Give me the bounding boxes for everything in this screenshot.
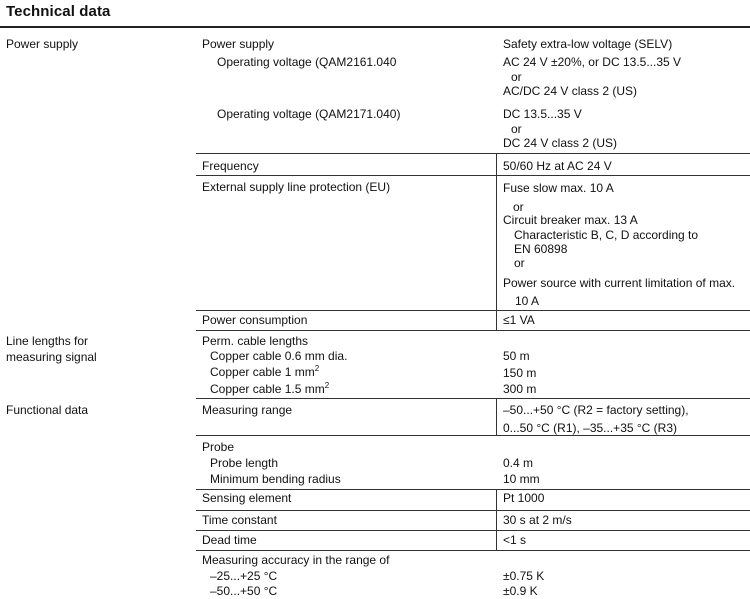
title-rule: [0, 26, 750, 28]
value-frequency: 50/60 Hz at AC 24 V: [503, 159, 612, 173]
value-protection-or2: or: [514, 256, 525, 270]
row-divider: [196, 435, 750, 436]
label-accuracy-range-2: –50...+50 °C: [210, 584, 278, 598]
value-op-voltage-2161-1: AC 24 V ±20%, or DC 13.5...35 V: [503, 55, 682, 69]
label-frequency: Frequency: [202, 159, 259, 173]
column-divider: [496, 490, 497, 550]
label-copper-1: Copper cable 1 $mm^2$: [210, 364, 320, 379]
row-divider: [196, 398, 750, 399]
row-divider: [196, 489, 750, 490]
row-divider: [196, 175, 750, 176]
value-op-voltage-2171-or: or: [511, 122, 522, 136]
label-copper-06: Copper cable 0.6 mm dia.: [210, 349, 348, 363]
value-protection-1: Fuse slow max. 10 A: [503, 181, 614, 195]
value-probe-length: 0.4 m: [503, 456, 534, 470]
row-divider: [196, 510, 750, 511]
group-line-lengths-line2: measuring signal: [6, 350, 97, 364]
value-bending-radius: 10 mm: [503, 472, 540, 486]
label-op-voltage-2171: Operating voltage (QAM2171.040): [217, 107, 401, 121]
value-accuracy-range-1: ±0.75 K: [503, 569, 545, 583]
value-measuring-range-1: –50...+50 °C (R2 = factory setting),: [503, 403, 689, 417]
value-protection-5: Power source with current limitation of max.: [503, 276, 736, 290]
label-measuring-accuracy: Measuring accuracy in the range of: [202, 553, 390, 567]
value-op-voltage-2171-2: DC 24 V class 2 (US): [503, 136, 618, 150]
label-op-voltage-2161: Operating voltage (QAM2161.040: [217, 55, 397, 69]
column-divider: [496, 311, 497, 330]
value-op-voltage-2161-or: or: [511, 70, 522, 84]
row-divider: [196, 550, 750, 551]
value-dead-time: <1 s: [503, 533, 527, 547]
column-divider: [496, 176, 497, 310]
label-dead-time: Dead time: [202, 533, 257, 547]
label-sensing-element: Sensing element: [202, 491, 292, 505]
label-bending-radius: Minimum bending radius: [210, 472, 341, 486]
group-functional-data: Functional data: [6, 403, 89, 417]
value-protection-4: EN 60898: [514, 242, 568, 256]
label-probe-length: Probe length: [210, 456, 279, 470]
column-divider: [496, 399, 497, 435]
section-title: Technical data: [6, 3, 111, 20]
label-copper-15: Copper cable 1.5 $mm^2$: [210, 381, 330, 396]
value-sensing-element: Pt 1000: [503, 491, 545, 505]
label-accuracy-range-1: –25...+25 °C: [210, 569, 278, 583]
column-divider: [496, 154, 497, 175]
value-accuracy-range-2: ±0.9 K: [503, 584, 538, 598]
label-probe: Probe: [202, 440, 235, 454]
value-copper-15: 300 m: [503, 382, 537, 396]
value-time-constant: 30 s at 2 m/s: [503, 513, 572, 527]
value-power-consumption: ≤1 VA: [503, 313, 535, 327]
value-op-voltage-2171-1: DC 13.5...35 V: [503, 107, 582, 121]
value-protection-3: Characteristic B, C, D according to: [514, 228, 699, 242]
label-power-consumption: Power consumption: [202, 313, 308, 327]
row-divider: [196, 310, 750, 311]
label-power-supply: Power supply: [202, 37, 275, 51]
label-time-constant: Time constant: [202, 513, 277, 527]
value-power-supply: Safety extra-low voltage (SELV): [503, 37, 673, 51]
value-measuring-range-2: 0...50 °C (R1), –35...+35 °C (R3): [503, 421, 677, 435]
row-divider: [196, 530, 750, 531]
row-divider: [196, 330, 750, 331]
label-perm-cable-lengths: Perm. cable lengths: [202, 334, 309, 348]
value-protection-2: Circuit breaker max. 13 A: [503, 213, 638, 227]
value-copper-1: 150 m: [503, 366, 537, 380]
label-line-protection: External supply line protection (EU): [202, 180, 391, 194]
row-divider: [196, 153, 750, 154]
label-measuring-range: Measuring range: [202, 403, 293, 417]
group-power-supply: Power supply: [6, 37, 79, 51]
value-protection-or1: or: [513, 200, 524, 214]
value-protection-6: 10 A: [515, 294, 540, 308]
value-op-voltage-2161-2: AC/DC 24 V class 2 (US): [503, 84, 638, 98]
group-line-lengths-line1: Line lengths for: [6, 334, 89, 348]
value-copper-06: 50 m: [503, 349, 530, 363]
